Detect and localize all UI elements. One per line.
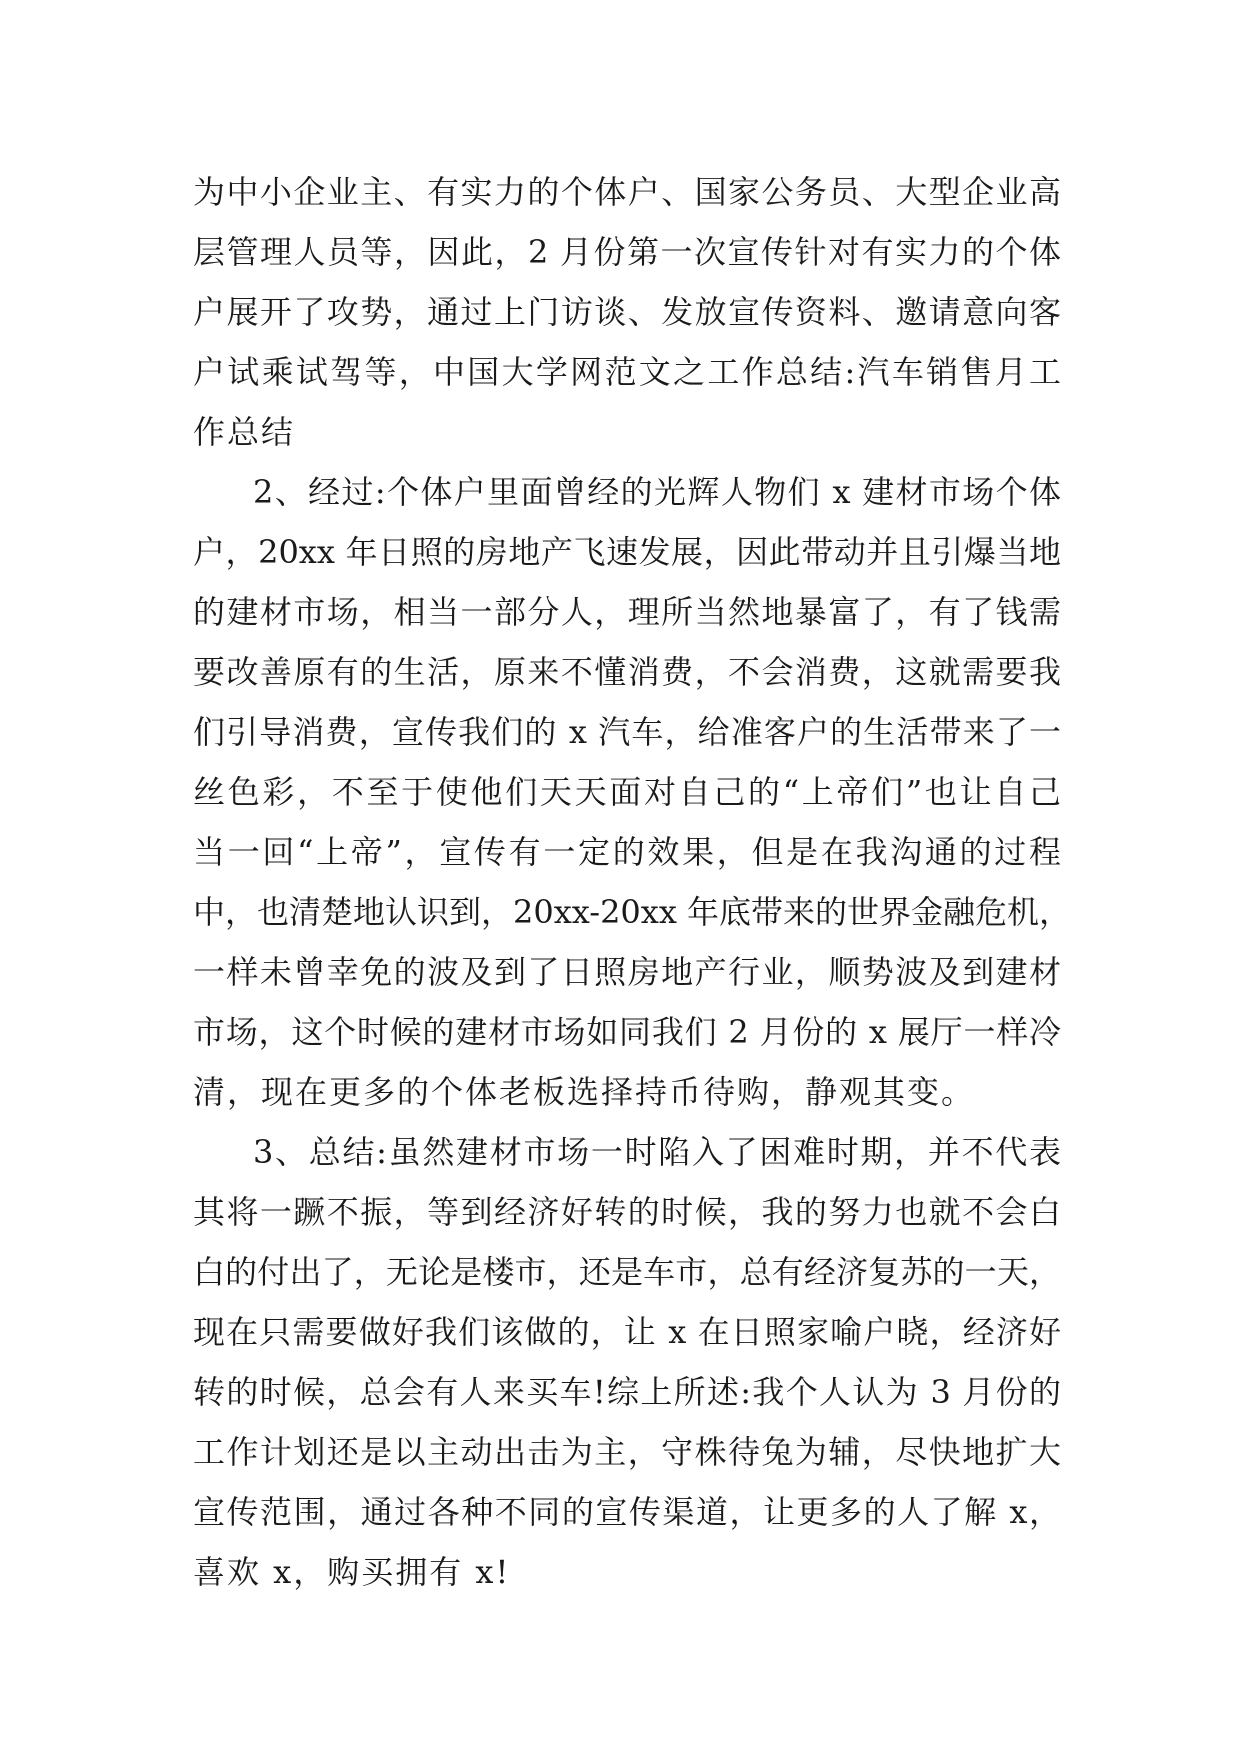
text-line: 现在只需要做好我们该做的，让 x 在日照家喻户晓，经济好 <box>193 1313 1061 1351</box>
text-line: 市场，这个时候的建材市场如同我们 2 月份的 x 展厅一样冷 <box>193 1013 1061 1051</box>
text-line: 清，现在更多的个体老板选择持币待购，静观其变。 <box>193 1073 976 1111</box>
text-line: 丝色彩，不至于使他们天天面对自己的“上帝们”也让自己 <box>193 773 1061 811</box>
text-line: 宣传范围，通过各种不同的宣传渠道，让更多的人了解 x， <box>193 1493 1061 1531</box>
paragraph-2-first-line: 2、经过:个体户里面曾经的光辉人物们 x 建材市场个体 <box>253 473 1061 511</box>
text-line: 的建材市场，相当一部分人，理所当然地暴富了，有了钱需 <box>193 593 1061 631</box>
text-line: 户试乘试驾等，中国大学网范文之工作总结:汽车销售月工 <box>193 353 1061 391</box>
text-line: 白的付出了，无论是楼市，还是车市，总有经济复苏的一天， <box>193 1253 1061 1291</box>
text-line: 要改善原有的生活，原来不懂消费，不会消费，这就需要我 <box>193 653 1061 691</box>
text-line: 户展开了攻势，通过上门访谈、发放宣传资料、邀请意向客 <box>193 293 1061 331</box>
document-body <box>193 162 1072 1602</box>
text-line: 中，也清楚地认识到，20xx-20xx 年底带来的世界金融危机， <box>193 893 1072 931</box>
text-line: 工作计划还是以主动出击为主，守株待兔为辅，尽快地扩大 <box>193 1433 1061 1471</box>
paragraph-3-first-line: 3、总结:虽然建材市场一时陷入了困难时期，并不代表 <box>253 1133 1061 1171</box>
text-line: 其将一蹶不振，等到经济好转的时候，我的努力也就不会白 <box>193 1193 1061 1231</box>
text-line: 当一回“上帝”，宣传有一定的效果，但是在我沟通的过程 <box>193 833 1061 871</box>
text-line: 作总结 <box>193 413 296 451</box>
text-line: 为中小企业主、有实力的个体户、国家公务员、大型企业高 <box>193 173 1061 211</box>
text-line: 转的时候，总会有人来买车!综上所述:我个人认为 3 月份的 <box>193 1373 1061 1411</box>
text-line: 层管理人员等，因此，2 月份第一次宣传针对有实力的个体 <box>193 233 1061 271</box>
text-line: 们引导消费，宣传我们的 x 汽车，给准客户的生活带来了一 <box>193 713 1061 751</box>
text-line: 喜欢 x，购买拥有 x! <box>193 1553 511 1591</box>
text-line: 一样未曾幸免的波及到了日照房地产行业，顺势波及到建材 <box>193 953 1061 991</box>
text-line: 户，20xx 年日照的房地产飞速发展，因此带动并且引爆当地 <box>193 533 1061 571</box>
